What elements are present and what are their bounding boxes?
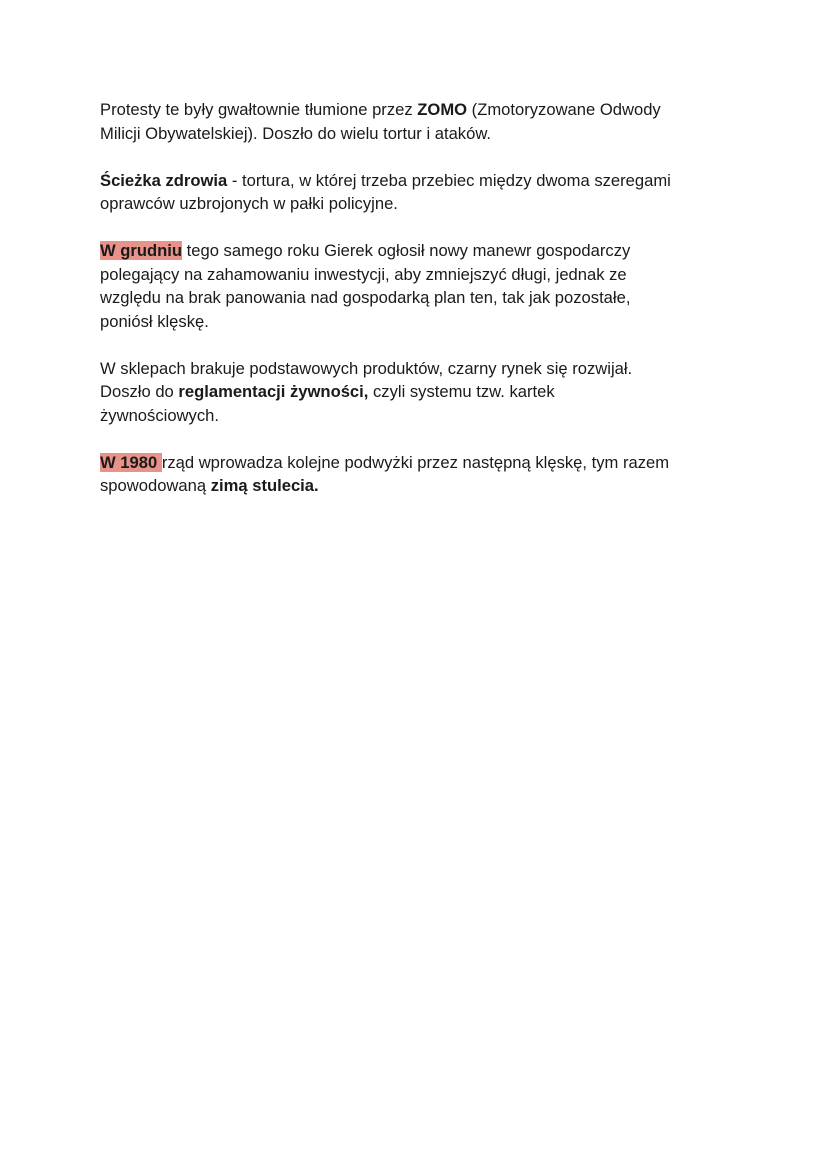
text-line xyxy=(100,192,740,216)
highlighted-text: W 1980 xyxy=(100,452,162,472)
bold-text: reglamentacji żywności, xyxy=(178,382,369,401)
text-run: względu na brak panowania nad gospodarką plan ten, tak jak pozostałe, xyxy=(100,288,631,307)
paragraph xyxy=(100,451,740,498)
bold-text: zimą stulecia. xyxy=(210,476,319,495)
bold-text: ZOMO xyxy=(417,100,468,119)
text-run: oprawców uzbrojonych w pałki policyjne. xyxy=(100,194,398,213)
bold-text: Ścieżka zdrowia xyxy=(100,170,228,190)
paragraph xyxy=(100,98,740,145)
text-line xyxy=(100,169,740,193)
text-line xyxy=(100,286,740,310)
text-line xyxy=(100,239,740,263)
highlighted-text: W grudniu xyxy=(100,241,183,260)
text-line xyxy=(100,404,740,428)
text-line xyxy=(100,451,740,475)
text-run: tego samego roku Gierek ogłosił nowy manewr gospodarczy xyxy=(182,241,631,260)
text-line xyxy=(100,380,740,404)
text-run: W sklepach brakuje podstawowych produktów, czarny rynek się rozwijał. xyxy=(100,358,633,378)
text-line xyxy=(100,310,740,334)
text-line xyxy=(100,98,740,122)
paragraph xyxy=(100,239,740,333)
text-run: poniósł klęskę. xyxy=(100,311,209,331)
text-run: żywnościowych. xyxy=(100,405,219,425)
text-line xyxy=(100,357,740,381)
text-run: - tortura, w której trzeba przebiec między dwoma szeregami xyxy=(227,170,671,190)
text-run: czyli systemu tzw. kartek xyxy=(368,382,555,401)
text-line xyxy=(100,122,740,146)
text-run: polegający na zahamowaniu inwestycji, aby zmniejszyć długi, jednak ze xyxy=(100,264,627,284)
text-line xyxy=(100,474,740,498)
text-run: Protesty te były gwałtownie tłumione przez xyxy=(100,100,418,119)
text-line xyxy=(100,263,740,287)
text-run: Doszło do xyxy=(100,382,179,401)
text-run: (Zmotoryzowane Odwody xyxy=(467,100,661,119)
text-run: spowodowaną xyxy=(100,476,211,495)
text-run: rząd wprowadza kolejne podwyżki przez następną klęskę, tym razem xyxy=(161,452,670,472)
document-body xyxy=(100,98,740,521)
paragraph xyxy=(100,357,740,428)
paragraph xyxy=(100,169,740,216)
text-run: Milicji Obywatelskiej). Doszło do wielu tortur i ataków. xyxy=(100,123,492,143)
